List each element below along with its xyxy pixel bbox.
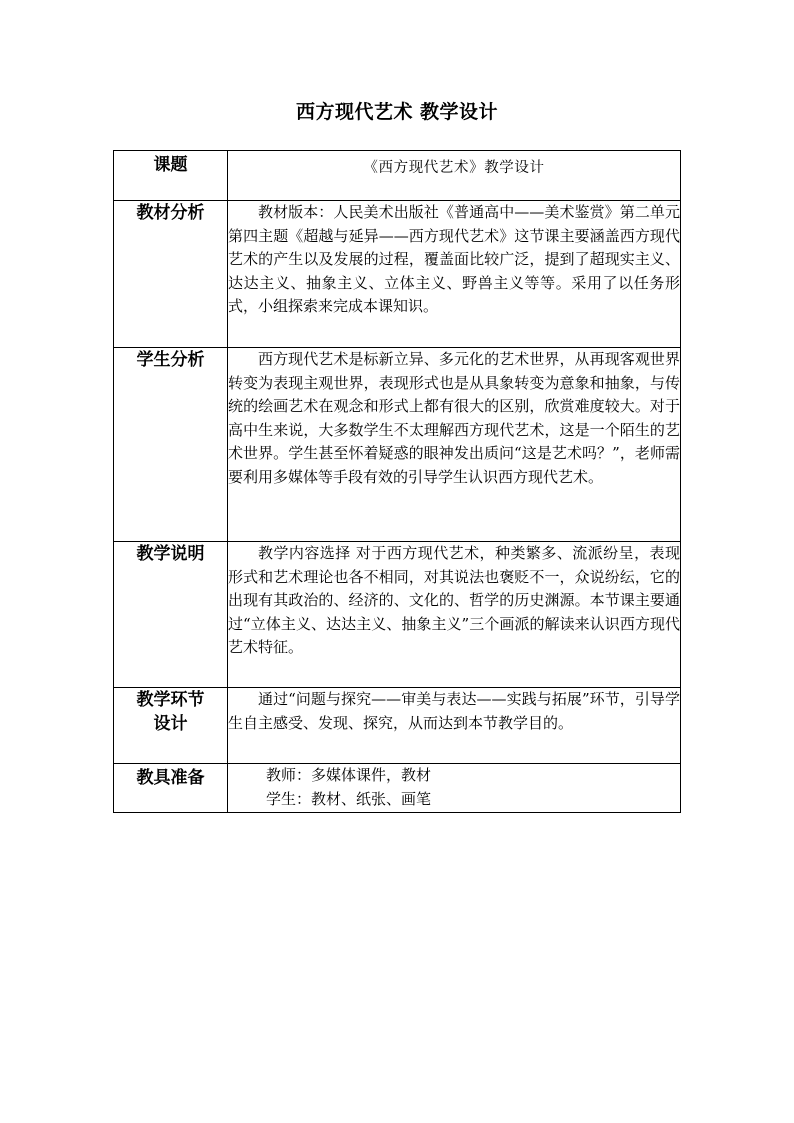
row-label-teaching-steps [114, 688, 228, 764]
table-row [114, 542, 681, 688]
table-row [114, 151, 681, 201]
row-label-teaching-aids: 教具准备 [114, 764, 228, 813]
row-content-material-analysis: 教材版本：人民美术出版社《普通高中——美术鉴赏》第二单元第四主题《超越与延异——西方现代艺术》这节课主要涵盖西方现代艺术的产生以及发展的过程，覆盖面比较广泛，提到了超现实主义、达达主义、抽象主义、立体主义、野兽主义等等。采用了以任务形式，小组探索来完成本课知识。 [228, 201, 681, 348]
student-aids: 学生：教材、纸张、画笔 [266, 789, 432, 808]
row-content-student-analysis: 西方现代艺术是标新立异、多元化的艺术世界，从再现客观世界转变为表现主观世界，表现形式也是从具象转变为意象和抽象，与传统的绘画艺术在观念和形式上都有很大的区别，欣赏难度较大。对于高中生来说，大多数学生不太理解西方现代艺术，这是一个陌生的艺术世界。学生甚至怀着疑惑的眼神发出质问“这是艺术吗？”，老师需要利用多媒体等手段有效的引导学生认识西方现代艺术。 [228, 348, 681, 542]
row-content-teaching-steps: 通过“问题与探究——审美与表达——实践与拓展”环节，引导学生自主感受、发现、探究，从而达到本节教学目的。 [228, 688, 681, 764]
lesson-design-table [113, 150, 681, 813]
row-label-topic: 课题 [114, 151, 228, 201]
row-label-teaching-steps-line1: 教学环节 [136, 690, 205, 710]
page-title: 西方现代艺术 教学设计 [295, 101, 499, 123]
row-content-teaching-notes: 教学内容选择 对于西方现代艺术，种类繁多、流派纷呈，表现形式和艺术理论也各不相同，对其说法也褒贬不一，众说纷纭，它的出现有其政治的、经济的、文化的、哲学的历史渊源。本节课主要通过“立体主义、达达主义、抽象主义”三个画派的解读来认识西方现代艺术特征。 [228, 542, 681, 688]
row-content-topic: 《西方现代艺术》教学设计 [228, 151, 681, 201]
table-row [114, 201, 681, 348]
row-content-teaching-aids [228, 764, 681, 813]
table-row [114, 348, 681, 542]
row-label-teaching-steps-line2: 设计 [153, 714, 188, 734]
row-label-teaching-notes: 教学说明 [114, 542, 228, 688]
teacher-aids: 教师：多媒体课件，教材 [266, 766, 432, 784]
row-label-material-analysis: 教材分析 [114, 201, 228, 348]
table-row [114, 764, 681, 813]
row-label-student-analysis: 学生分析 [114, 348, 228, 542]
table-row [114, 688, 681, 764]
